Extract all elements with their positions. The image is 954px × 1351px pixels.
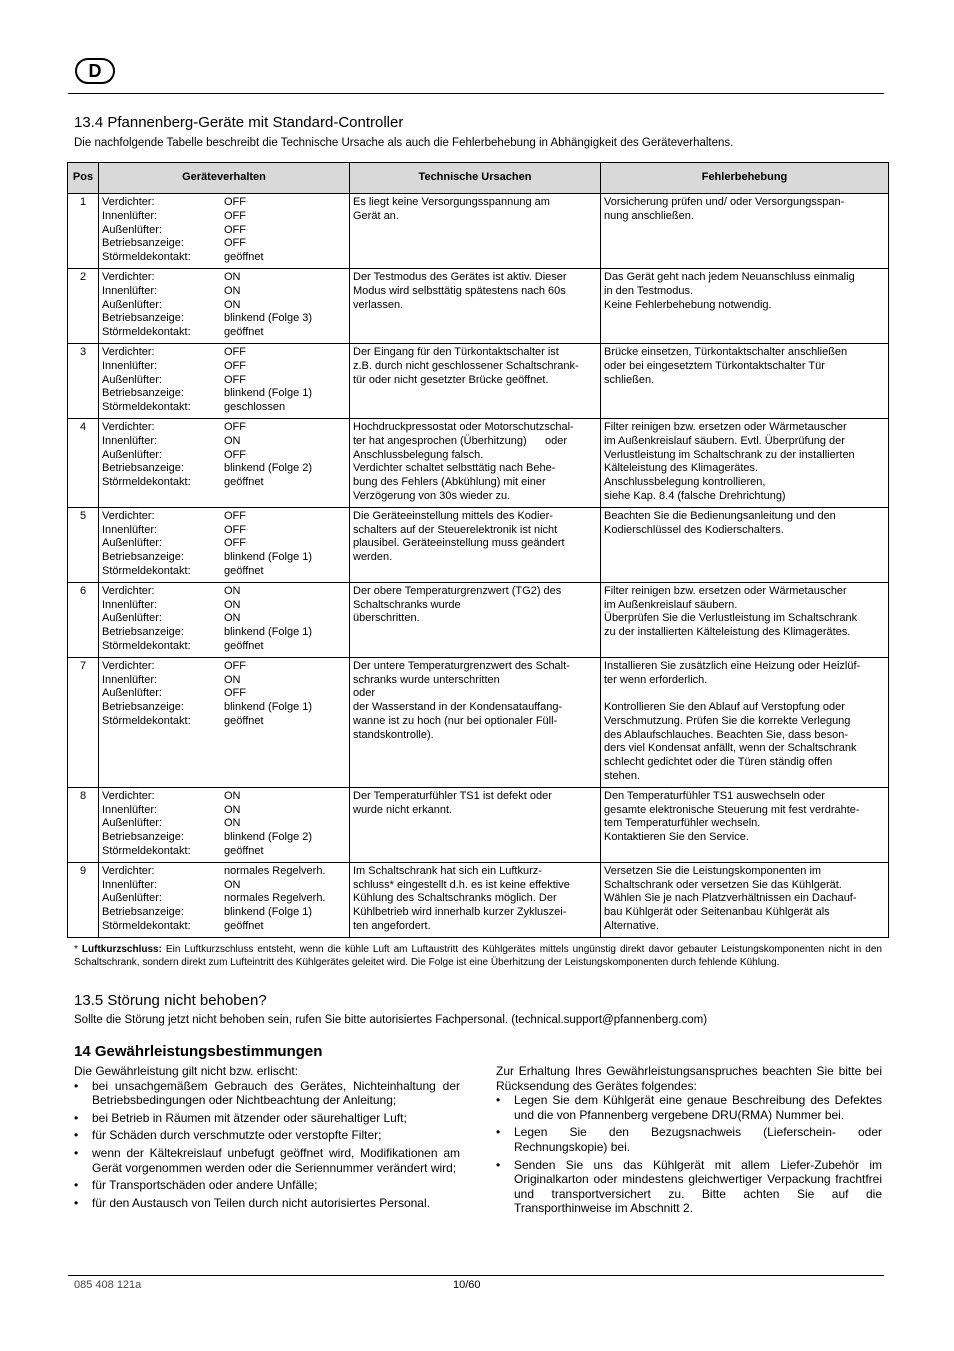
behavior-value: OFF [224,345,246,358]
fix-line: Beachten Sie die Bedienungsanleitung und den [604,509,836,522]
row-fix [601,862,889,937]
behavior-key: Außenlüfter: [102,448,162,461]
footnote-text: Ein Luftkurzschluss entsteht, wenn die kühle Luft am Luftaustritt des Kühlgerätes mittels ungünstig direkt davor gebauter Leistungskomponenten nicht in den Schaltschrank, sondern direkt zum Lufteintritt des Kühlgerätes geleitet wird. Die Folge ist eine Überhitzung der Leistungskomponenten durch fehlende Kühlung. [74,944,882,968]
behavior-value: ON [224,803,241,816]
behavior-value: blinkend (Folge 1) [224,906,313,919]
behavior-key: Außenlüfter: [102,537,162,550]
behavior-value: blinkend (Folge 3) [224,312,313,325]
fix-line: ders viel Kondensat anfällt, wenn der Schaltschrank [604,742,857,755]
row-cause [350,657,601,787]
table-row [68,507,889,582]
cause-line: ten angefordert. [353,920,431,933]
behavior-key: Störmeldekontakt: [102,920,191,933]
row-fix [601,343,889,418]
fix-line: Versetzen Sie die Leistungskomponenten im [604,864,822,877]
behavior-key: Betriebsanzeige: [102,462,184,475]
behavior-value: ON [224,598,241,611]
behavior-line [102,831,346,845]
behavior-key: Störmeldekontakt: [102,639,191,652]
fix-line: Filter reinigen bzw. ersetzen oder Wärmetauscher [604,420,847,433]
behavior-line [102,237,346,251]
cause-line: Der Testmodus des Gerätes ist aktiv. Dieser [353,270,567,283]
cause-line: Die Geräteeinstellung mittels des Kodier- [353,509,553,522]
behavior-key: Störmeldekontakt: [102,326,191,339]
section-14-title: 14 Gewährleistungsbestimmungen [74,1043,323,1060]
fix-line: ter wenn erforderlich. [604,673,708,686]
header-rule [68,93,884,94]
cause-line: Anschlussbelegung falsch. [353,448,484,461]
warranty-exclusions-list [74,1079,460,1211]
behavior-line [102,551,346,565]
footnote-term: Luftkurzschluss: [81,944,162,955]
behavior-value: OFF [224,223,246,236]
behavior-line [102,565,346,579]
header-behavior: Geräteverhalten [99,163,350,194]
list-item: • für Schäden durch verschmutzte oder verstopfte Filter; [74,1128,460,1143]
behavior-key: Innenlüfter: [102,523,158,536]
behavior-line [102,421,346,435]
fix-line: Vorsicherung prüfen und/ oder Versorgungsspan- [604,196,845,208]
behavior-key: Betriebsanzeige: [102,237,184,250]
behavior-key: Innenlüfter: [102,209,158,222]
row-fix [601,418,889,507]
behavior-value: OFF [224,659,246,672]
behavior-value: ON [224,673,241,686]
footer-rule [68,1275,884,1276]
warranty-return-list [496,1093,882,1216]
behavior-value: ON [224,584,241,597]
behavior-key: Innenlüfter: [102,284,158,297]
table-row [68,787,889,862]
row-fix [601,268,889,343]
fix-line: Den Temperaturfühler TS1 auswechseln oder [604,789,825,802]
behavior-line [102,312,346,326]
row-fix [601,787,889,862]
behavior-value: geöffnet [224,476,264,489]
table-row [68,657,889,787]
behavior-value: ON [224,612,241,625]
behavior-line [102,210,346,224]
header-fix: Fehlerbehebung [601,163,889,194]
fix-line: Keine Fehlerbehebung notwendig. [604,298,772,311]
behavior-value: ON [224,817,241,830]
behavior-value: ON [224,270,241,283]
row-cause [350,343,601,418]
fix-line: Alternative. [604,920,660,933]
behavior-value: OFF [224,237,246,250]
fix-line: in den Testmodus. [604,284,694,297]
behavior-line [102,360,346,374]
behavior-key: Außenlüfter: [102,298,162,311]
behavior-line [102,449,346,463]
section-13-4-intro: Die nachfolgende Tabelle beschreibt die Technische Ursache als auch die Fehlerbehebung in Abhängigkeit des Geräteverhaltens. [74,137,734,149]
row-behavior [99,582,350,657]
cause-line: Kühlung des Schaltschranks möglich. Der [353,892,557,905]
fix-line: Kodierschlüssel des Kodierschalters. [604,523,784,536]
fix-line: Wählen Sie je nach Platzverhältnissen ein Dachauf- [604,892,857,905]
behavior-key: Betriebsanzeige: [102,701,184,714]
fix-line: oder bei eingesetztem Türkontaktschalter Tür [604,359,825,372]
cause-line: der Wasserstand in der Kondensatauffang- [353,701,563,714]
behavior-value: blinkend (Folge 2) [224,462,313,475]
cause-line: tür oder nicht gesetzter Brücke geöffnet. [353,373,549,386]
fix-line: schlecht gedichtet oder die Türen ständig offen [604,756,833,769]
behavior-key: Innenlüfter: [102,434,158,447]
behavior-line [102,845,346,859]
cause-line: Im Schaltschrank hat sich ein Luftkurz- [353,864,542,877]
behavior-value: OFF [224,420,246,433]
behavior-line [102,435,346,449]
behavior-line [102,510,346,524]
behavior-key: Außenlüfter: [102,373,162,386]
list-item: • für Transportschäden oder andere Unfälle; [74,1178,460,1193]
behavior-line [102,640,346,654]
behavior-line [102,674,346,688]
behavior-key: Verdichter: [102,659,155,672]
behavior-line [102,790,346,804]
behavior-line [102,251,346,265]
behavior-key: Innenlüfter: [102,803,158,816]
behavior-line [102,224,346,238]
list-item: • wenn der Kältekreislauf unbefugt geöffnet wird, Modifikationen am Gerät vorgenommen werden oder die Seriennummer verändert wird; [74,1146,460,1175]
list-item: • Legen Sie den Bezugsnachweis (Lieferschein- oder Rechnungskopie) bei. [496,1125,882,1154]
fix-line: bau Kühlgerät oder Seitenanbau Kühlgerät als [604,906,830,919]
behavior-value: OFF [224,537,246,550]
behavior-line [102,524,346,538]
row-cause [350,582,601,657]
row-cause [350,507,601,582]
behavior-line [102,346,346,360]
cause-line: schranks wurde unterschritten [353,673,500,686]
behavior-value: OFF [224,373,246,386]
row-behavior [99,862,350,937]
row-cause [350,268,601,343]
behavior-key: Verdichter: [102,270,155,283]
cause-line: Gerät an. [353,209,399,222]
row-pos: 5 [68,507,99,582]
fix-line: des Ablaufschlauches. Beachten Sie, dass beson- [604,728,848,741]
behavior-key: Außenlüfter: [102,687,162,700]
behavior-line [102,326,346,340]
behavior-line [102,906,346,920]
behavior-value: blinkend (Folge 1) [224,626,313,639]
fix-line: Brücke einsetzen, Türkontaktschalter anschließen [604,345,848,358]
fix-line: Verlustleistung im Schaltschrank zu der installierten [604,448,855,461]
warranty-right-column [496,1064,882,1219]
fix-line: im Außenkreislauf säubern. Evtl. Überprüfung der [604,434,845,447]
cause-line: Der obere Temperaturgrenzwert (TG2) des [353,584,562,597]
list-item: • für den Austausch von Teilen durch nicht autorisiertes Personal. [74,1196,460,1211]
behavior-line [102,701,346,715]
table-row [68,343,889,418]
behavior-value: blinkend (Folge 1) [224,701,313,714]
row-pos: 2 [68,268,99,343]
fix-line: tem Temperaturfühler wechseln. [604,817,761,830]
behavior-key: Innenlüfter: [102,673,158,686]
table-header-row [68,163,889,194]
behavior-value: ON [224,878,241,891]
fix-line: im Außenkreislauf säubern. [604,598,738,611]
row-behavior [99,507,350,582]
list-item: • Legen Sie dem Kühlgerät eine genaue Beschreibung des Defektes und die von Pfannenberg vergebene DRU(RMA) Nummer bei. [496,1093,882,1122]
fix-line: nung anschließen. [604,209,694,222]
fix-line [604,687,885,701]
row-fix [601,194,889,269]
behavior-line [102,804,346,818]
fix-line: Installieren Sie zusätzlich eine Heizung oder Heizlüf- [604,659,861,672]
row-fix [601,582,889,657]
header-pos: Pos [68,163,99,194]
fix-line: Schaltschrank oder versetzen Sie das Kühlgerät. [604,878,842,891]
behavior-line [102,599,346,613]
behavior-key: Verdichter: [102,509,155,522]
behavior-value: geöffnet [224,326,264,339]
behavior-value: geöffnet [224,639,264,652]
cause-line: Der untere Temperaturgrenzwert des Schalt- [353,659,570,672]
behavior-key: Innenlüfter: [102,359,158,372]
behavior-value: OFF [224,196,246,208]
cause-line: bung des Fehlers (Abkühlung) mit einer [353,476,546,489]
behavior-value: OFF [224,509,246,522]
behavior-value: OFF [224,448,246,461]
behavior-key: Außenlüfter: [102,612,162,625]
behavior-value: ON [224,434,241,447]
behavior-value: OFF [224,209,246,222]
section-13-5-title: 13.5 Störung nicht behoben? [74,992,267,1009]
behavior-line [102,585,346,599]
behavior-value: blinkend (Folge 2) [224,831,313,844]
behavior-value: geöffnet [224,251,264,264]
behavior-key: Betriebsanzeige: [102,831,184,844]
footnote-marker: * [74,944,82,955]
behavior-line [102,660,346,674]
cause-line: Modus wird selbsttätig spätestens nach 60s [353,284,566,297]
row-behavior [99,787,350,862]
cause-line: ter hat angesprochen (Überhitzung) oder [353,434,568,447]
table-row [68,862,889,937]
table-row [68,194,889,269]
behavior-line [102,387,346,401]
cause-line: Der Eingang für den Türkontaktschalter ist [353,345,559,358]
behavior-key: Außenlüfter: [102,892,162,905]
section-13-5-text: Sollte die Störung jetzt nicht behoben sein, rufen Sie bitte autorisiertes Fachpersonal. (technical.support@pfannenberg.com) [74,1014,708,1026]
header-cause: Technische Ursachen [350,163,601,194]
table-row [68,582,889,657]
cause-line: plausibel. Geräteeinstellung muss geändert [353,537,565,550]
table-row [68,418,889,507]
behavior-line [102,476,346,490]
row-behavior [99,194,350,269]
behavior-value: OFF [224,359,246,372]
fix-line: Kälteleistung des Klimagerätes. [604,462,759,475]
behavior-key: Verdichter: [102,789,155,802]
row-pos: 4 [68,418,99,507]
section-13-4-title: 13.4 Pfannenberg-Geräte mit Standard-Controller [74,114,404,131]
behavior-value: geschlossen [224,401,286,414]
table-row [68,268,889,343]
fix-line: gesamte elektronische Steuerung mit fest verdrahte- [604,803,860,816]
behavior-value: geöffnet [224,845,264,858]
cause-line: schalters auf der Steuerelektronik ist nicht [353,523,558,536]
behavior-line [102,271,346,285]
behavior-line [102,879,346,893]
doc-number: 085 408 121a [74,1279,142,1291]
row-behavior [99,657,350,787]
fix-line: Filter reinigen bzw. ersetzen oder Wärmetauscher [604,584,847,597]
row-cause [350,862,601,937]
behavior-line [102,715,346,729]
cause-line: standskontrolle). [353,728,434,741]
behavior-key: Störmeldekontakt: [102,401,191,414]
behavior-key: Störmeldekontakt: [102,714,191,727]
list-item: • Senden Sie uns das Kühlgerät mit allem Liefer-Zubehör im Originalkarton oder mindestens gleichwertiger Verpackung frachtfrei und transportversichert zu. Bitte achten Sie auf die Transporthinweise im Abschnitt 2. [496,1158,882,1216]
behavior-value: normales Regelverh. [224,864,326,877]
fix-line: siehe Kap. 8.4 (falsche Drehrichtung) [604,489,786,502]
behavior-line [102,892,346,906]
behavior-line [102,920,346,934]
fix-line: Kontrollieren Sie den Ablauf auf Verstopfung oder [604,701,845,714]
row-cause [350,418,601,507]
behavior-key: Betriebsanzeige: [102,626,184,639]
cause-line: Schaltschranks wurde [353,598,461,611]
cause-line: werden. [353,551,393,564]
row-cause [350,194,601,269]
behavior-key: Verdichter: [102,420,155,433]
cause-line: wurde nicht erkannt. [353,803,453,816]
behavior-line [102,462,346,476]
fix-line: Überprüfen Sie die Verlustleistung im Schaltschrank [604,612,858,625]
cause-line: Verzögerung von 30s wieder zu. [353,489,511,502]
cause-line: Der Temperaturfühler TS1 ist defekt oder [353,789,552,802]
behavior-key: Betriebsanzeige: [102,387,184,400]
row-pos: 1 [68,194,99,269]
language-badge: D [75,58,115,84]
list-item: • bei unsachgemäßem Gebrauch des Gerätes, Nichteinhaltung der Betriebsbedingungen oder Nichtbeachtung der Anleitung; [74,1079,460,1108]
row-cause [350,787,601,862]
behavior-value: ON [224,789,241,802]
behavior-key: Betriebsanzeige: [102,906,184,919]
cause-line: wanne ist zu hoch (nur bei optionaler Füll- [353,714,558,727]
fix-line: zu der installierten Kälteleistung des Klimagerätes. [604,626,851,639]
cause-line: verlassen. [353,298,404,311]
behavior-key: Störmeldekontakt: [102,845,191,858]
behavior-value: ON [224,298,241,311]
fix-line: Verschmutzung. Prüfen Sie die korrekte Verlegung [604,714,851,727]
behavior-line [102,817,346,831]
page-number: 10/60 [453,1279,481,1291]
warranty-left-column [74,1064,460,1213]
row-pos: 6 [68,582,99,657]
row-fix [601,657,889,787]
behavior-value: normales Regelverh. [224,892,326,905]
behavior-line [102,626,346,640]
cause-line: Es liegt keine Versorgungsspannung am [353,196,550,208]
behavior-value: geöffnet [224,920,264,933]
warranty-right-intro: Zur Erhaltung Ihres Gewährleistungsanspruches beachten Sie bitte bei Rücksendung des Gerätes folgendes: [496,1064,882,1093]
row-behavior [99,418,350,507]
behavior-line [102,401,346,415]
row-pos: 8 [68,787,99,862]
behavior-line [102,374,346,388]
cause-line: überschritten. [353,612,420,625]
behavior-value: OFF [224,523,246,536]
behavior-key: Störmeldekontakt: [102,564,191,577]
behavior-key: Verdichter: [102,196,155,208]
behavior-line [102,687,346,701]
list-item: • bei Betrieb in Räumen mit ätzender oder säurehaltiger Luft; [74,1111,460,1126]
cause-line: z.B. durch nicht geschlossener Schaltschrank- [353,359,579,372]
row-pos: 3 [68,343,99,418]
row-pos: 9 [68,862,99,937]
row-pos: 7 [68,657,99,787]
behavior-key: Störmeldekontakt: [102,251,191,264]
behavior-key: Verdichter: [102,345,155,358]
behavior-line [102,285,346,299]
behavior-value: geöffnet [224,564,264,577]
behavior-value: blinkend (Folge 1) [224,551,313,564]
behavior-key: Innenlüfter: [102,878,158,891]
fix-line: Kontaktieren Sie den Service. [604,831,749,844]
behavior-value: blinkend (Folge 1) [224,387,313,400]
behavior-key: Betriebsanzeige: [102,551,184,564]
behavior-value: geöffnet [224,714,264,727]
behavior-line [102,299,346,313]
behavior-key: Außenlüfter: [102,223,162,236]
row-behavior [99,268,350,343]
cause-line: Kühlbetrieb wird innerhalb kurzer Zykluszei- [353,906,567,919]
fix-line: stehen. [604,770,641,783]
cause-line: Verdichter schaltet selbsttätig nach Behe- [353,462,556,475]
row-behavior [99,343,350,418]
behavior-key: Verdichter: [102,584,155,597]
fix-line: schließen. [604,373,655,386]
behavior-key: Außenlüfter: [102,817,162,830]
cause-line: oder [353,687,376,700]
behavior-value: OFF [224,687,246,700]
behavior-line [102,612,346,626]
behavior-line [102,537,346,551]
behavior-key: Verdichter: [102,864,155,877]
behavior-value: ON [224,284,241,297]
cause-line: schluss* eingestellt d.h. es ist keine effektive [353,878,570,891]
cause-line: Hochdruckpressostat oder Motorschutzschal- [353,420,574,433]
troubleshooting-table [67,162,889,938]
row-fix [601,507,889,582]
fix-line: Das Gerät geht nach jedem Neuanschluss einmalig [604,270,855,283]
behavior-key: Betriebsanzeige: [102,312,184,325]
behavior-line [102,865,346,879]
behavior-key: Störmeldekontakt: [102,476,191,489]
warranty-left-intro: Die Gewährleistung gilt nicht bzw. erlischt: [74,1064,299,1078]
behavior-key: Innenlüfter: [102,598,158,611]
footnote [74,943,882,969]
behavior-line [102,196,346,210]
fix-line: Anschlussbelegung kontrollieren, [604,476,766,489]
